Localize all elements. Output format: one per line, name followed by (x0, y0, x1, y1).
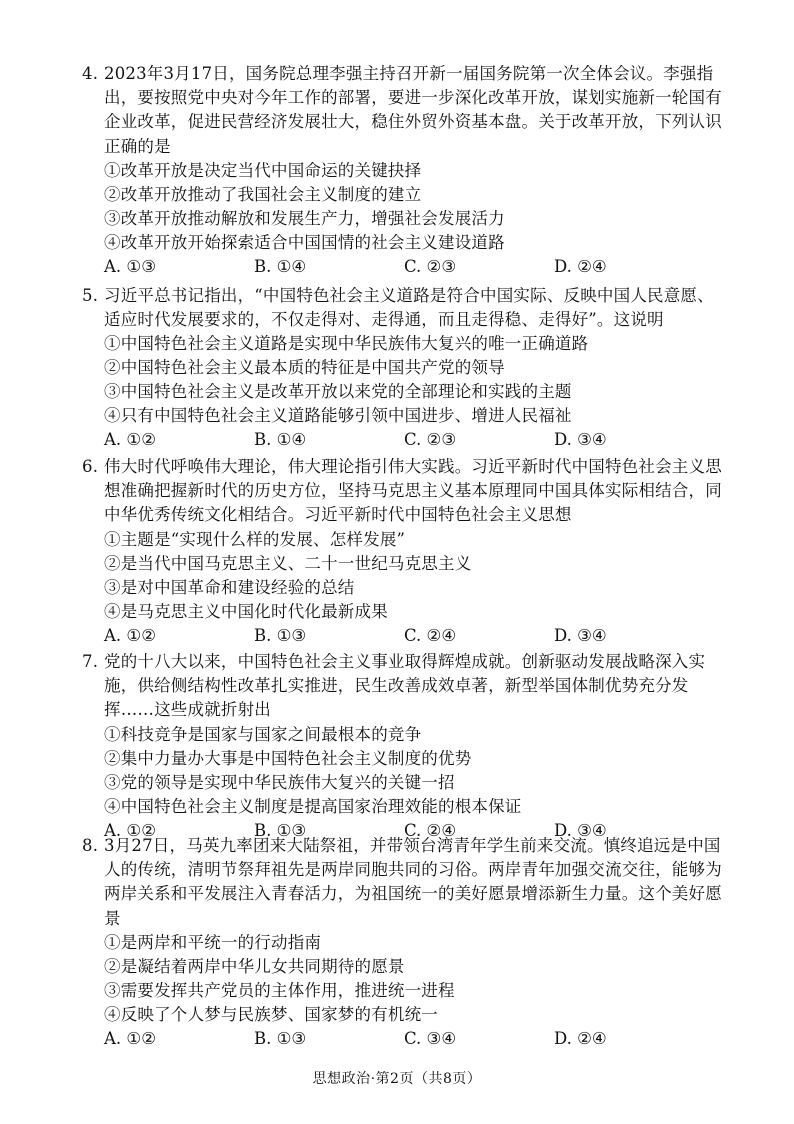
choice-d: D. ②④ (554, 1028, 607, 1048)
option-4: ④中国特色社会主义制度是提高国家治理效能的根本保证 (104, 796, 522, 816)
choice-d: D. ③④ (554, 430, 607, 450)
choice-c: C. ②③ (404, 256, 457, 276)
option-3: ③中国特色社会主义是改革开放以来党的全部理论和实践的主题 (104, 382, 572, 402)
choice-c: C. ②③ (404, 430, 457, 450)
question-stem: 党的十八大以来，中国特色社会主义事业取得辉煌成就。创新驱动发展战略深入实施，供给侧结构性改革扎实推进，民生改善成效卓著，新型举国体制优势充分发挥……这些成就折射出 (104, 652, 706, 720)
choice-c: C. ②④ (404, 625, 457, 645)
answer-choices (82, 1027, 722, 1051)
question-6 (82, 455, 722, 648)
question-number: 5. (82, 286, 99, 305)
choice-d: D. ③④ (554, 625, 607, 645)
answer-choices (82, 428, 722, 452)
choice-c: C. ③④ (404, 1028, 457, 1048)
answer-choices (82, 624, 722, 648)
answer-choices (82, 255, 722, 279)
question-8 (82, 834, 722, 1051)
choice-b: B. ①③ (254, 625, 307, 645)
choice-a: A. ①② (104, 625, 156, 645)
option-2: ②是凝结着两岸中华儿女共同期待的愿景 (104, 956, 405, 976)
question-4 (82, 62, 722, 279)
question-number: 7. (82, 652, 99, 671)
option-4: ④是马克思主义中国化时代化最新成果 (104, 601, 388, 621)
choice-b: B. ①③ (254, 820, 307, 840)
choice-d: D. ②④ (554, 256, 607, 276)
option-3: ③改革开放推动解放和发展生产力，增强社会发展活力 (104, 208, 505, 228)
option-2: ②集中力量办大事是中国特色社会主义制度的优势 (104, 748, 472, 768)
question-number: 4. (82, 64, 99, 83)
question-number: 8. (82, 836, 99, 855)
option-4: ④反映了个人梦与民族梦、国家梦的有机统一 (104, 1004, 438, 1024)
choice-a: A. ①③ (104, 256, 156, 276)
choice-d: D. ③④ (554, 820, 607, 840)
page-footer: 思想政治·第2页（共8页） (312, 1071, 482, 1087)
question-stem: 习近平总书记指出，“中国特色社会主义道路是符合中国实际、反映中国人民意愿、适应时代发展要求的，不仅走得对、走得通，而且走得稳、走得好”。这说明 (104, 286, 714, 330)
choice-a: A. ①② (104, 430, 156, 450)
question-number: 6. (82, 457, 99, 476)
option-1: ①中国特色社会主义道路是实现中华民族伟大复兴的唯一正确道路 (104, 334, 589, 354)
option-3: ③需要发挥共产党员的主体作用，推进统一进程 (104, 980, 455, 1000)
option-4: ④只有中国特色社会主义道路能够引领中国进步、增进人民福祉 (104, 406, 572, 426)
option-1: ①是两岸和平统一的行动指南 (104, 932, 322, 952)
question-stem: 伟大时代呼唤伟大理论，伟大理论指引伟大实践。习近平新时代中国特色社会主义思想准确把握新时代的历史方位，坚持马克思主义基本原理同中国具体实际相结合，同中华优秀传统文化相结合。习近平新时代中国特色社会主义思想 (104, 457, 722, 525)
option-3: ③党的领导是实现中华民族伟大复兴的关键一招 (104, 772, 455, 792)
question-stem: 2023年3月17日，国务院总理李强主持召开新一届国务院第一次全体会议。李强指出，要按照党中央对今年工作的部署，要进一步深化改革开放，谋划实施新一轮国有企业改革，促进民营经济发展壮大，稳住外贸外资基本盘。关于改革开放，下列认识正确的是 (104, 64, 722, 156)
choice-a: A. ①② (104, 820, 156, 840)
option-2: ②改革开放推动了我国社会主义制度的建立 (104, 184, 422, 204)
option-2: ②中国特色社会主义最本质的特征是中国共产党的领导 (104, 358, 505, 378)
choice-c: C. ②④ (404, 820, 457, 840)
option-1: ①主题是“实现什么样的发展、怎样发展” (104, 529, 406, 549)
option-4: ④改革开放开始探索适合中国国情的社会主义建设道路 (104, 232, 505, 252)
option-1: ①科技竞争是国家与国家之间最根本的竞争 (104, 724, 422, 744)
question-stem: 3月27日，马英九率团来大陆祭祖，并带领台湾青年学生前来交流。慎终追远是中国人的传统，清明节祭拜祖先是两岸同胞共同的习俗。两岸青年加强交流交往，能够为两岸关系和平发展注入青春活力，为祖国统一的美好愿景增添新生力量。这个美好愿景 (104, 836, 722, 928)
option-3: ③是对中国革命和建设经验的总结 (104, 577, 355, 597)
choice-b: B. ①③ (254, 1028, 307, 1048)
choice-b: B. ①④ (254, 256, 307, 276)
option-1: ①改革开放是决定当代中国命运的关键抉择 (104, 160, 422, 180)
question-5 (82, 284, 722, 452)
choice-a: A. ①② (104, 1028, 156, 1048)
choice-b: B. ①④ (254, 430, 307, 450)
question-7 (82, 650, 722, 843)
option-2: ②是当代中国马克思主义、二十一世纪马克思主义 (104, 553, 472, 573)
